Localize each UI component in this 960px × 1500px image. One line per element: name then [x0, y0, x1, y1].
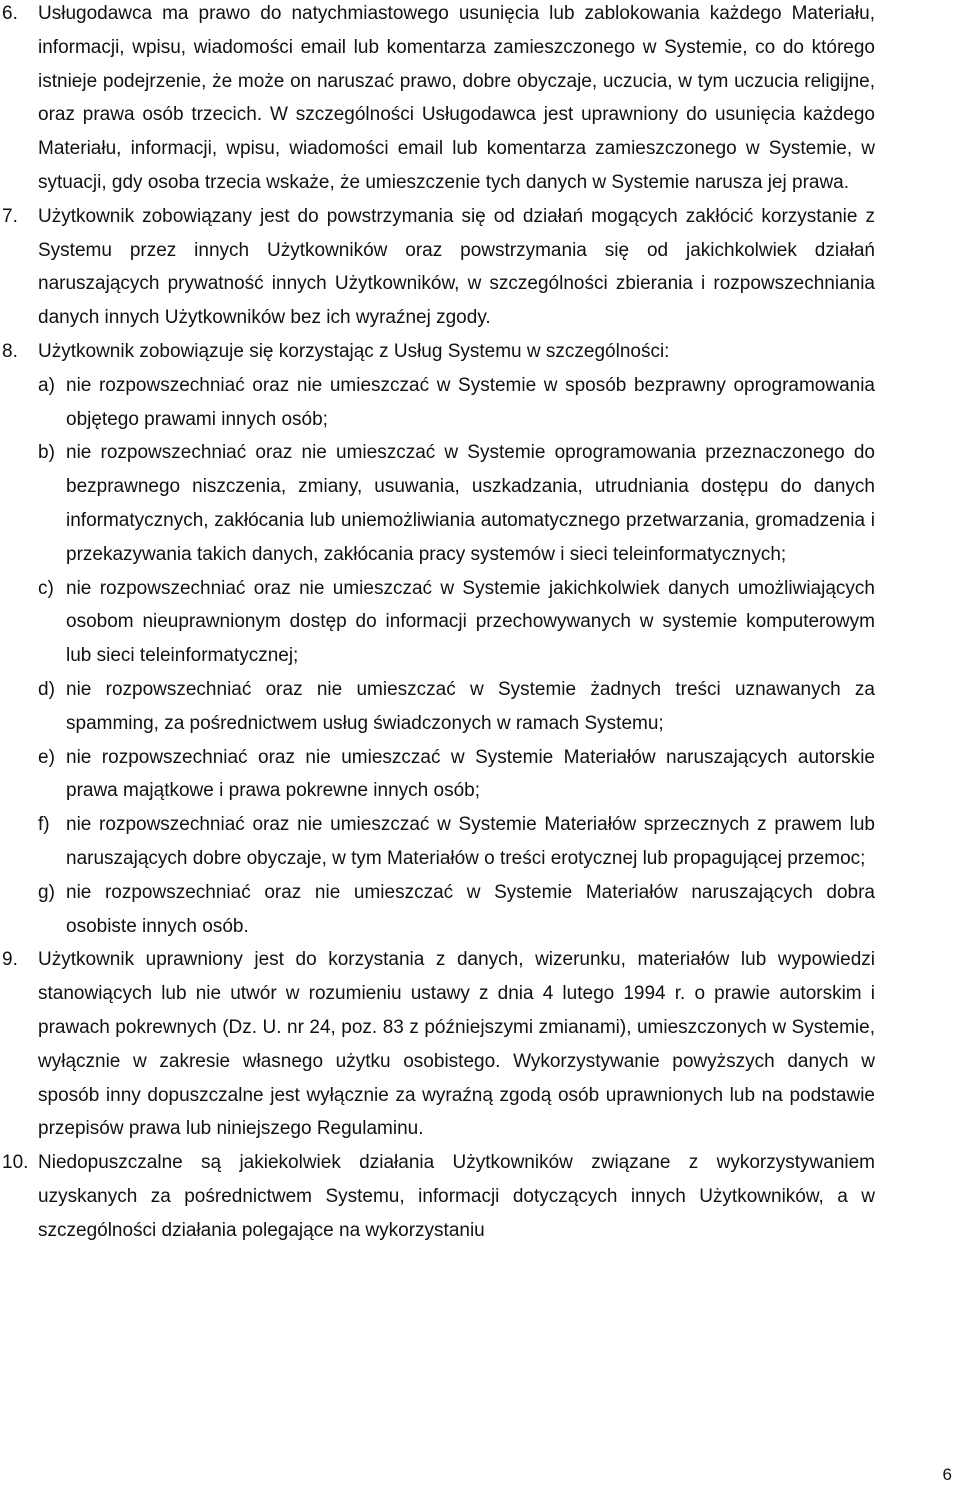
subitem-letter: e) — [38, 746, 55, 768]
subitem-text: nie rozpowszechniać oraz nie umieszczać w Systemie żadnych treści uznawanych za spamming, za pośrednictwem usług świadczonych w ramach Systemu; — [66, 678, 875, 734]
list-item-8 — [0, 335, 960, 943]
item-text: Niedopuszczalne są jakiekolwiek działania Użytkowników związane z wykorzystywaniem uzyskanych za pośrednictwem Systemu, informacji dotyczących innych Użytkowników, a w szczególności działania polegające na wykorzystaniu — [38, 1152, 875, 1241]
item-text: Użytkownik zobowiązuje się korzystając z Usług Systemu w szczególności: — [38, 340, 670, 362]
subitem-text: nie rozpowszechniać oraz nie umieszczać w Systemie Materiałów sprzecznych z prawem lub naruszających dobre obyczaje, w tym Materiałów o treści erotycznej lub propagującej przemoc; — [66, 814, 875, 869]
list-item-10 — [0, 1146, 960, 1247]
item-text: Użytkownik uprawniony jest do korzystania z danych, wizerunku, materiałów lub wypowiedzi stanowiących lub nie utwór w rozumieniu ustawy z dnia 4 lutego 1994 r. o prawie autorskim i prawach pokrewnych (Dz. U. nr 24, poz. 83 z późniejszymi zmianami), umieszczonych w Systemie, wyłącznie w zakresie własnego użytku osobistego. Wykorzystywanie powyższych danych w sposób inny dopuszczalne jest wyłącznie za wyraźną zgodą osób uprawnionych lub na podstawie przepisów prawa lub niniejszego Regulaminu. — [38, 949, 875, 1140]
list-item-9 — [0, 943, 960, 1146]
subitem-letter: c) — [38, 577, 54, 599]
item-number: 8. — [2, 340, 18, 362]
item-number: 10. — [2, 1152, 29, 1174]
subitem-text: nie rozpowszechniać oraz nie umieszczać w Systemie oprogramowania przeznaczonego do bezprawnego niszczenia, zmiany, usuwania, uszkadzania, utrudniania dostępu do danych informatycznych, zakłócania lub uniemożliwiania automatycznego przetwarzania, gromadzenia i przekazywania takich danych, zakłócania pracy systemów i sieci teleinformatycznych; — [66, 442, 875, 565]
subitem-text: nie rozpowszechniać oraz nie umieszczać w Systemie w sposób bezprawny oprogramowania objętego prawami innych osób; — [66, 374, 875, 430]
subitem-letter: g) — [38, 881, 55, 903]
item-number: 6. — [2, 3, 18, 24]
subitem-b — [38, 436, 875, 571]
list-item-6 — [0, 0, 960, 200]
subitem-text: nie rozpowszechniać oraz nie umieszczać w Systemie Materiałów naruszających dobra osobiste innych osób. — [66, 881, 875, 937]
item-text: Użytkownik zobowiązany jest do powstrzymania się od działań mogących zakłócić korzystanie z Systemu przez innych Użytkowników oraz powstrzymania się od jakichkolwiek działań naruszających prywatność innych Użytkowników, w szczególności zbierania i rozpowszechniania danych innych Użytkowników bez ich wyraźnej zgody. — [38, 205, 875, 329]
page-number: 6 — [942, 1465, 952, 1484]
item-number: 9. — [2, 949, 18, 971]
subitem-c — [38, 572, 875, 673]
subitem-f — [38, 808, 875, 876]
list-item-7 — [0, 200, 960, 335]
subitem-text: nie rozpowszechniać oraz nie umieszczać w Systemie Materiałów naruszających autorskie prawa majątkowe i prawa pokrewne innych osób; — [66, 746, 875, 802]
subitem-a — [38, 369, 875, 437]
subitem-d — [38, 673, 875, 741]
subitem-e — [38, 741, 875, 809]
subitem-letter: d) — [38, 678, 55, 700]
subitem-letter: f) — [38, 814, 50, 836]
subitem-text: nie rozpowszechniać oraz nie umieszczać w Systemie jakichkolwiek danych umożliwiających osobom nieuprawnionym dostęp do informacji przechowywanych w systemie komputerowym lub sieci teleinformatycznej; — [66, 577, 875, 667]
subitem-letter: b) — [38, 442, 55, 464]
subitem-letter: a) — [38, 374, 55, 396]
item-text: Usługodawca ma prawo do natychmiastowego usunięcia lub zablokowania każdego Materiału, informacji, wpisu, wiadomości email lub komentarza zamieszczonego w Systemie, co do którego istnieje podejrzenie, że może on naruszać prawo, dobre obyczaje, uczucia, w tym uczucia religijne, oraz prawa osób trzecich. W szczególności Usługodawca jest uprawniony do usunięcia każdego Materiału, informacji, wpisu, wiadomości email lub komentarza zamieszczonego w Systemie, w sytuacji, gdy osoba trzecia wskaże, że umieszczenie tych danych w Systemie narusza jej prawa. — [38, 3, 875, 193]
subitem-g — [38, 876, 875, 944]
item-number: 7. — [2, 205, 18, 227]
